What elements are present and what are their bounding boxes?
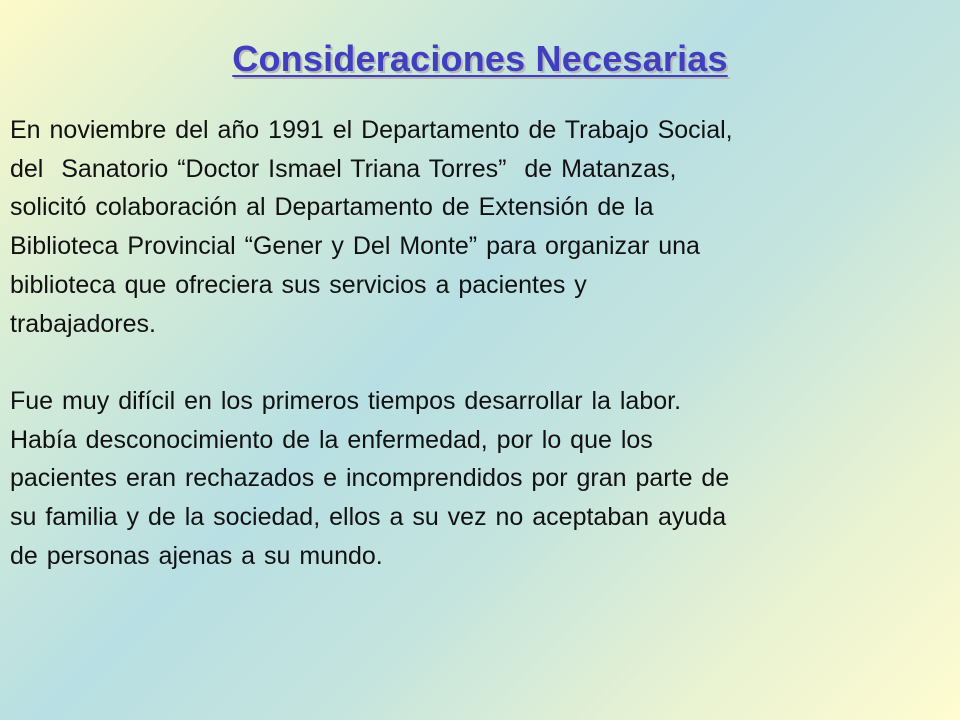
- paragraph-1: [10, 111, 950, 343]
- paragraph-line: de personas ajenas a su mundo.: [10, 541, 383, 570]
- paragraph-line: del Sanatorio “Doctor Ismael Triana Torres” de Matanzas,: [10, 154, 677, 183]
- paragraph-line: Fue muy difícil en los primeros tiempos desarrollar la labor.: [10, 386, 682, 415]
- paragraph-line: Biblioteca Provincial “Gener y Del Monte” para organizar una: [10, 232, 700, 261]
- paragraph-line: trabajadores.: [10, 309, 156, 338]
- paragraph-line: pacientes eran rechazados e incomprendidos por gran parte de: [10, 464, 730, 493]
- slide-title-text: Consideraciones Necesarias: [232, 38, 728, 79]
- paragraph-line: Había desconocimiento de la enfermedad, por lo que los: [10, 425, 653, 454]
- paragraph-line: su familia y de la sociedad, ellos a su vez no aceptaban ayuda: [10, 503, 727, 532]
- paragraph-line: biblioteca que ofreciera sus servicios a pacientes y: [10, 270, 587, 299]
- paragraph-line: En noviembre del año 1991 el Departamento de Trabajo Social,: [10, 116, 733, 144]
- paragraph-line: solicitó colaboración al Departamento de Extensión de la: [10, 193, 654, 222]
- paragraph-2: [10, 382, 950, 576]
- slide-body: [10, 111, 950, 575]
- slide-title: [0, 38, 960, 80]
